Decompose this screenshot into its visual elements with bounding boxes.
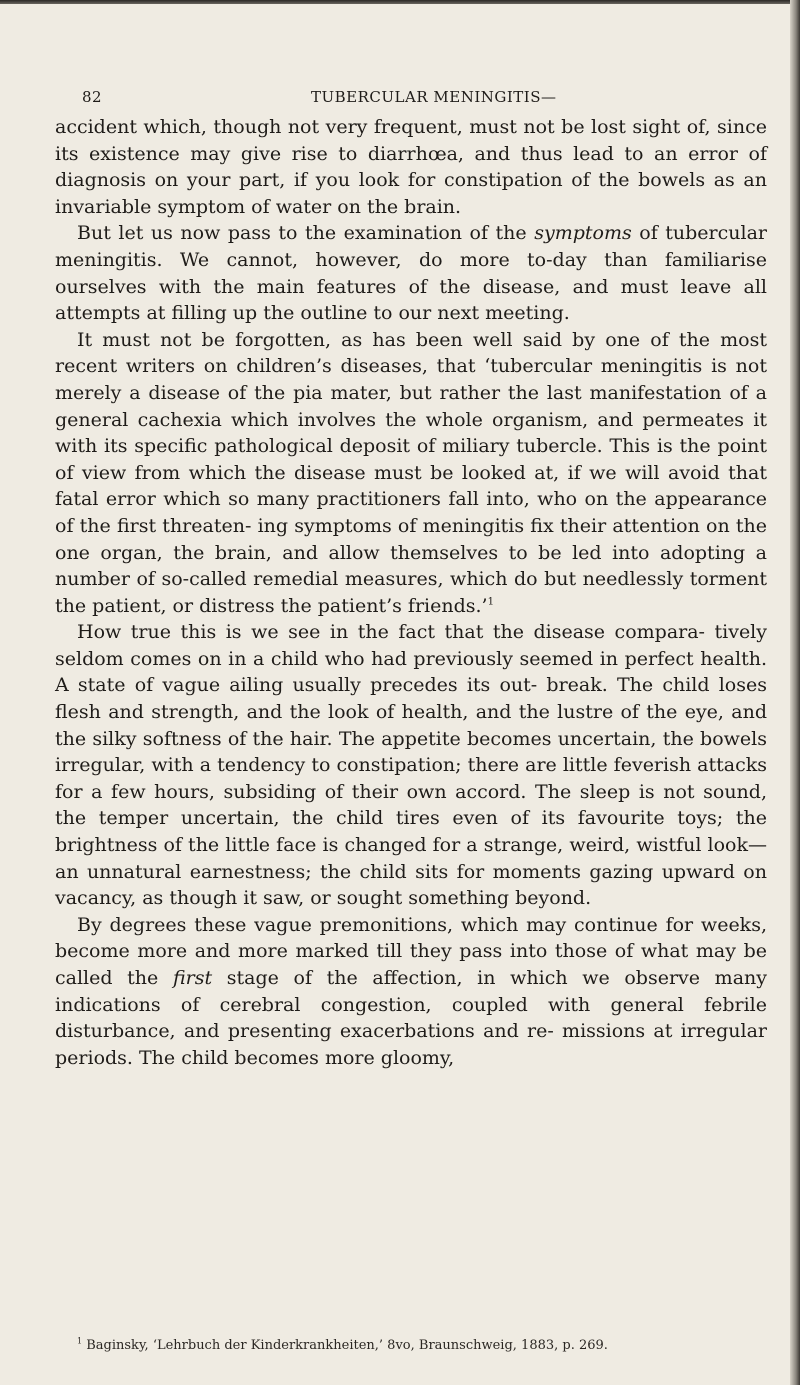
paragraph <box>55 114 767 220</box>
paragraph <box>55 912 767 1072</box>
page-number: 82 <box>82 88 103 106</box>
text-run: accident which, though not very frequent, must not be lost sight of, since its existence may give rise to diarrhœa, and thus lead to an error of diagnosis on your part, if you look for constipation of the bowels as an invariable symptom of water on the brain. <box>55 116 767 218</box>
text-run: How true this is we see in the fact that the disease compara- tively seldom comes on in a child who had previously seemed in perfect health. A state of vague ailing usually precedes its out- break. The child loses flesh and strength, and the look of health, and the lustre of the eye, and the silky softness of the hair. The appetite becomes uncertain, the bowels irregular, with a tendency to constipation; there are little feverish attacks for a few hours, subsiding of their own accord. The sleep is not sound, the temper uncertain, the child tires even of its favourite toys; the brightness of the little face is changed for a strange, weird, wistful look—an unnatural earnestness; the child sits for moments gazing upward on vacancy, as though it saw, or sought something beyond. <box>55 621 767 910</box>
book-page <box>54 88 770 1353</box>
paragraph <box>55 327 767 620</box>
body-text <box>55 114 767 1071</box>
text-run: But let us now pass to the examination of the <box>77 222 535 245</box>
footnote-citation: Baginsky, ‘Lehrbuch der Kinderkrankheiten,’ 8vo, Braunschweig, 1883, p. 269. <box>86 1338 608 1353</box>
footnote-reference: 1 <box>487 596 494 608</box>
emphasized-text: first <box>172 967 213 989</box>
text-run: of tubercular meningitis. We cannot, however, do more to-day than familiarise ourselves with the main features of the disease, and must leave all attempts at filling up the outline to our next meeting. <box>55 222 767 325</box>
footnote-text <box>55 1336 767 1355</box>
text-run: It must not be forgotten, as has been well said by one of the most recent writers on children’s diseases, that ‘tubercular meningitis is not merely a disease of the pia mater, but rather the last manifestation of a general cachexia which involves the whole organism, and permeates it with its specific pathological deposit of miliary tubercle. This is the point of view from which the disease must be looked at, if we will avoid that fatal error which so many practitioners fall into, who on the appearance of the first threaten- ing symptoms of meningitis fix their attention on the one organ, the brain, and allow themselves to be led into adopting a number of so-called remedial measures, which do but needlessly torment the patient, or distress the patient’s friends.’ <box>55 328 767 617</box>
text-run: stage of the affection, in which we observe many indications of cerebral congestion, coupled with general febrile disturbance, and presenting exacerbations and re- missions at irregular periods. The child becomes more gloomy, <box>55 967 767 1069</box>
emphasized-text: symptoms <box>534 222 632 245</box>
text-run: By degrees these vague premonitions, which may continue for weeks, become more and more marked till they pass into those of what may be called the <box>55 913 767 989</box>
paragraph <box>55 220 767 326</box>
footnote-marker: 1 <box>77 1336 83 1346</box>
running-head-title: TUBERCULAR MENINGITIS— <box>311 88 557 106</box>
book-gutter-shadow <box>790 0 800 1385</box>
page-top-edge <box>0 0 800 4</box>
paragraph <box>55 619 767 912</box>
footnote <box>55 1336 767 1355</box>
running-head <box>54 88 770 110</box>
